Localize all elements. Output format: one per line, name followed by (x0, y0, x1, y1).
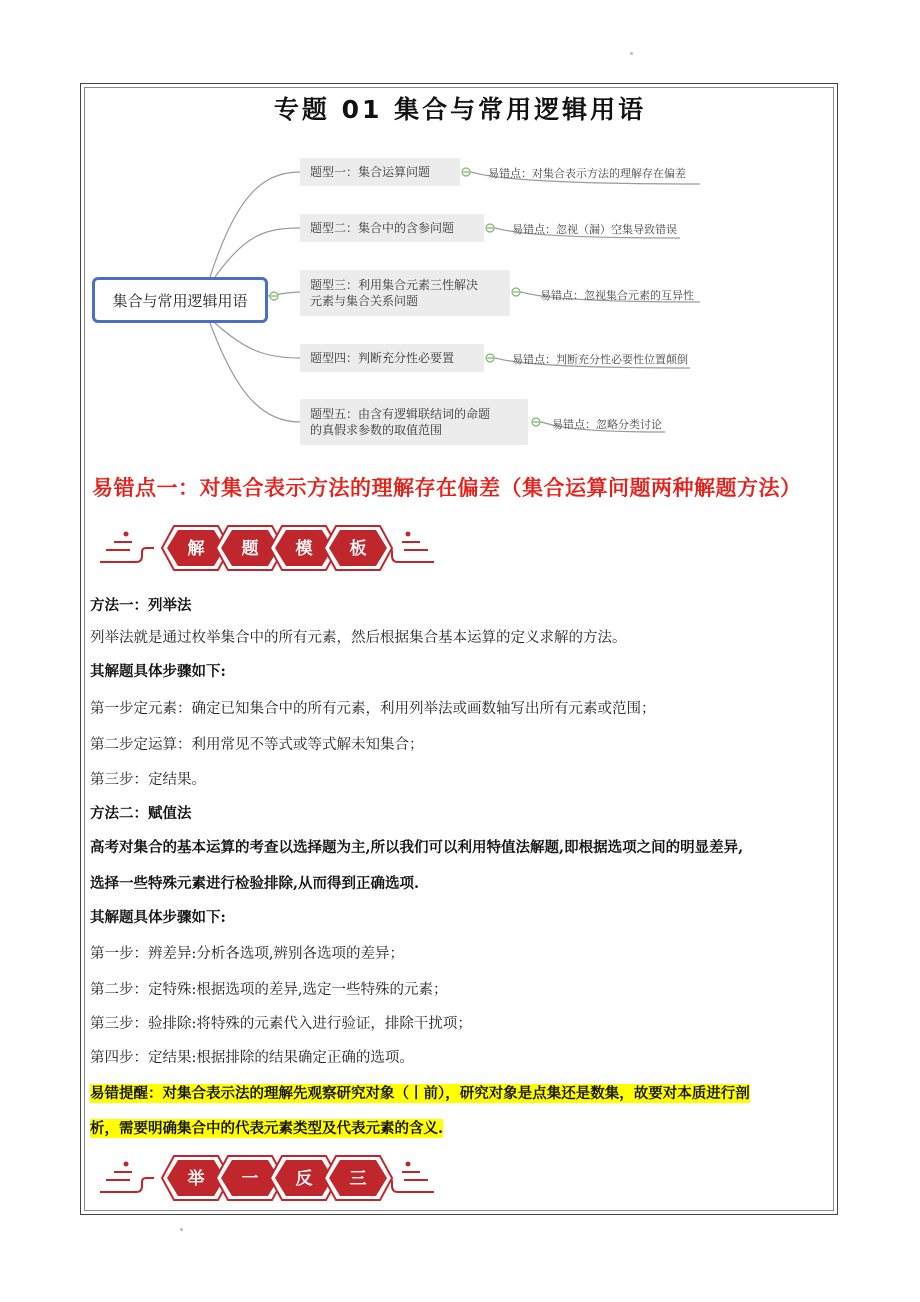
mindmap-topic-2: 题型二：集合中的含参问题 (300, 214, 484, 242)
method2-step4: 第四步：定结果:根据排除的结果确定正确的选项。 (90, 1050, 414, 1066)
banner1-char-3: 模 (295, 539, 313, 559)
banner2-char-4: 三 (349, 1169, 367, 1189)
mindmap-error-2: 易错点：忽视（漏）空集导致错误 (512, 223, 677, 236)
banner-solution-template (92, 520, 442, 576)
mindmap-error-4: 易错点：判断充分性必要性位置颠倒 (512, 353, 688, 366)
mindmap-root: 集合与常用逻辑用语 (92, 277, 268, 323)
banner1-char-4: 板 (349, 539, 367, 559)
steps-title-2: 其解题具体步骤如下: (90, 909, 226, 926)
mindmap-topic-3-line-2: 元素与集合关系问题 (310, 294, 419, 308)
method1-desc: 列举法就是通过枚举集合中的所有元素，然后根据集合基本运算的定义求解的方法。 (90, 630, 627, 646)
banner1-char-1: 解 (187, 539, 205, 559)
method2-title: 方法二：赋值法 (90, 805, 192, 822)
mindmap-topic-4: 题型四：判断充分性必要置 (300, 344, 484, 372)
banner2-char-1: 举 (187, 1169, 205, 1189)
banner1-char-2: 题 (241, 539, 259, 559)
mindmap-topic-5-line-1: 题型五：由含有逻辑联结词的命题 (310, 407, 491, 421)
mindmap-topic-1: 题型一：集合运算问题 (300, 158, 460, 186)
method2-step2: 第二步：定特殊:根据选项的差异,选定一些特殊的元素； (90, 982, 448, 998)
mindmap-topic-3 (300, 270, 510, 316)
method1-step1: 第一步定元素：确定已知集合中的所有元素，利用列举法或画数轴写出所有元素或范围； (90, 701, 656, 717)
tip-line-2 (90, 1117, 443, 1138)
method2-step3: 第三步：验排除:将特殊的元素代入进行验证，排除干扰项； (90, 1016, 472, 1032)
tip-text-1: 易错提醒：对集合表示法的理解先观察研究对象（丨前），研究对象是点集还是数集，故要对本质进行剖 (90, 1085, 750, 1102)
method2-desc-1: 高考对集合的基本运算的考查以选择题为主,所以我们可以利用特值法解题,即根据选项之间的明显差异, (90, 839, 744, 856)
method2-desc-2: 选择一些特殊元素进行检验排除,从而得到正确选项. (90, 875, 420, 892)
page-speck (180, 1228, 183, 1231)
tip-line-1 (90, 1082, 750, 1103)
mindmap-error-1: 易错点：对集合表示方法的理解存在偏差 (488, 167, 686, 180)
banner2-char-3: 反 (295, 1169, 313, 1189)
banner-worked-examples (92, 1150, 442, 1206)
tip-text-2: 析，需要明确集合中的代表元素类型及代表元素的含义. (90, 1120, 444, 1137)
banner2-char-2: 一 (241, 1169, 259, 1189)
mindmap-topic-3-line-1: 题型三：利用集合元素三性解决 (310, 278, 479, 292)
method1-step2: 第二步定运算：利用常见不等式或等式解未知集合； (90, 737, 424, 753)
mindmap-topic-5 (300, 399, 528, 445)
method1-step3: 第三步：定结果。 (90, 772, 206, 788)
section-heading: 易错点一：对集合表示方法的理解存在偏差（集合运算问题两种解题方法） (92, 476, 802, 500)
mindmap-error-5: 易错点：忽略分类讨论 (552, 418, 662, 431)
method2-step1: 第一步：辨差异:分析各选项,辨别各选项的差异； (90, 946, 404, 962)
mindmap-topic-5-line-2: 的真假求参数的取值范围 (310, 423, 443, 437)
page-title: 专题 01 集合与常用逻辑用语 (273, 95, 647, 124)
mindmap-error-3: 易错点：忽视集合元素的互异性 (540, 289, 694, 302)
steps-title-1: 其解题具体步骤如下: (90, 663, 226, 680)
method1-title: 方法一：列举法 (90, 597, 192, 614)
